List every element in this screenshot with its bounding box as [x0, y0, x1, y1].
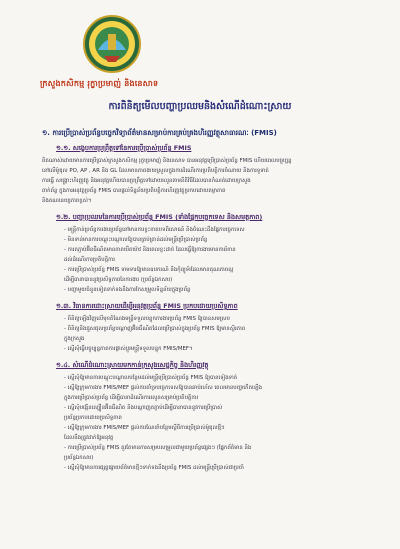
list-item: - ស្នើសុំបង្កើនល្បឿនអ៊ីនធឺណិត និងបណ្តាញតភ្ជាប់ដើម្បីធានាបាននូវការប្រើប្រាស់: [64, 405, 223, 411]
section-1-2: [42, 212, 372, 295]
list-item: ដល់ដំណើរការប្រតិបត្តិការ: [64, 257, 115, 263]
list-item: ដែលនឹងត្រូវដាក់ឱ្យអនុវត្ត: [64, 435, 114, 441]
list-item: ប្រព័ន្ធឯកសារ): [64, 455, 94, 461]
section-1-4: [42, 360, 372, 473]
paragraph-line: ពាក់ព័ន្ធ ក្នុងការអនុវត្តប្រព័ន្ធ FMIS បានផ្តល់ទិន្នន័យប្រតិបត្តិការហិរញ្ញវត្ថុប្រកបដោយតម្លាភាព: [42, 188, 226, 194]
list-item: - ស្នើឱ្យក្រុមការងារ FMIS/MEF ផ្តល់ការគាំទ្របច្ចេកទេសឱ្យបានឆាប់រហ័ស ពេលមានបញ្ហាកើតឡើង: [64, 385, 262, 391]
paragraph-line: ការធ្វើ សង្គ្រោះហិរញ្ញវត្ថុ និងអនុវត្តហើយបានប្រព្រឹត្តទៅដោយរលូនតាមនីតិវិធីដែលបានកំណត់ដោយក្រសួង: [42, 178, 251, 184]
paragraph-line: ពិតណាស់ដោយមានការប្រើប្រាស់ក្រសួងកសិកម្ម រុក្ខាប្រមាញ់ និងនេសាទ បានអនុវត្តប្រើប្រាស់ប្រព័ន្ធ FMIS ហើយពេលបច្ចុប្បន្ន: [42, 158, 292, 164]
list-item: - ពិនិត្យឡើងវិញលើមុខតំណែងមន្ត្រីទទួលបន្ទុកការងារប្រព័ន្ធ FMIS ឱ្យបានសមស្រប: [64, 316, 230, 322]
list-item: ក្នុងក្រសួង: [64, 336, 85, 342]
subsection-heading: ១.១. សង្ខេបការប្រព្រឹត្តទៅនៃការប្រើប្រាស់ប្រព័ន្ធ FMIS: [56, 144, 192, 152]
list-item: - បញ្ហាមួយចំនួនទៀតទាក់ទងនឹងការកែសម្រួលទិន្នន័យក្នុងប្រព័ន្ធ: [64, 287, 191, 293]
list-item: - ពិនិត្យនិងជួសជុលប្រព័ន្ធបណ្តាញអ៊ីនធឺណិតដែលប្រើប្រាស់ក្នុងប្រព័ន្ធ FMIS ឱ្យមានស្ថិរភាព: [64, 326, 246, 332]
bullet-list: [64, 225, 372, 295]
list-item: - ស្នើសុំឱ្យមានការបណ្តុះបណ្តាលបន្ថែមដល់មន្ត្រីប្រើប្រាស់ប្រព័ន្ធ FMIS ឱ្យបានទៀងទាត់: [64, 375, 238, 381]
document-body: [42, 128, 372, 479]
letterhead: [40, 12, 380, 90]
section-heading: ១. ការប្រើប្រាស់ប្រព័ន្ធបច្ចេកវិទ្យាព័ត៌មានសម្រាប់ការគ្រប់គ្រងហិរញ្ញវត្ថុសាធារណៈ (FMIS): [42, 129, 277, 137]
document-title: ការពិនិត្យមើលបញ្ហាប្រឈមនិងសំណើដំណោះស្រាយ: [108, 101, 292, 112]
paragraph-line: និងគណនេយ្យភាពខ្ពស់។: [42, 198, 92, 204]
section-1: [42, 128, 372, 206]
bullet-list: [64, 314, 372, 354]
paragraph-line: នៅលើម៉ូឌុល PO, AP , AR និង GL ដែលមានភាពងាយស្រួលក្នុងការដំណើរការប្រតិបត្តិការចំណាយ និងការទូទាត់: [42, 168, 269, 174]
ministry-name: ក្រសួងកសិកម្ម រុក្ខាប្រមាញ់ និងនេសាទ: [40, 79, 159, 88]
list-item: ក្នុងការប្រើប្រាស់ប្រព័ន្ធ ដើម្បីធានាដំណើរការរលូនសម្រាប់ប្រតិបត្តិការ: [64, 395, 199, 401]
subsection-heading: ១.៤. សំណើដំណោះស្រាយមកកាន់ក្រសួងសេដ្ឋកិច្ច និងហិរញ្ញវត្ថុ: [56, 361, 209, 369]
list-item: - ការប្រើប្រាស់ប្រព័ន្ធ FMIS គួរតែមានការសម្របសម្រួលជាមួយប្រព័ន្ធផ្សេងៗ (ផ្នែកព័ត៌មាន និង: [64, 445, 252, 451]
list-item: - មិនទាន់មានការបណ្តុះបណ្តាលឱ្យបានគ្រប់គ្រាន់ដល់មន្ត្រីប្រើប្រាស់ប្រព័ន្ធ: [64, 237, 208, 243]
list-item: - មន្ត្រីកាន់ប្រព័ន្ធការងារប្រព័ន្ធនៅមានការខ្វះខាតបទពិសោធន៍ និងចំណេះដឹងផ្នែកបច្ចេកទេស: [64, 227, 245, 233]
list-item: - ការតភ្ជាប់អ៊ីនធឺណិតមានភាពយឺតយ៉ាវ និងពេលខ្លះដាច់ ដែលធ្វើឱ្យការងារមានការរំខាន: [64, 247, 236, 253]
ministry-emblem-icon: [82, 14, 142, 74]
list-item: - ការប្រើប្រាស់ប្រព័ន្ធ FMIS ទាមទារឱ្យមានឧបករណ៍ និងកុំព្យូទ័រដែលមានគុណភាពល្អ: [64, 267, 234, 273]
list-item: ដើម្បីធានាបាននូវប្រសិទ្ធភាពនៃការងារ (ប្រព័ន្ធឯកសារ): [64, 277, 173, 283]
list-item: - ស្នើសុំឱ្យមានការផ្សព្វផ្សាយព័ត៌មានថ្មីៗទាក់ទងនឹងប្រព័ន្ធ FMIS ដល់មន្ត្រីប្រើប្រាស់ជាប្រចាំ: [64, 465, 244, 471]
list-item: - ស្នើឱ្យក្រុមការងារ FMIS/MEF ផ្តល់ការណែនាំបន្ថែមស្តីពីការប្រើប្រាស់ម៉ូឌុលថ្មីៗ: [64, 425, 225, 431]
subsection-heading: ១.៣. វិធានការដោះស្រាយដើម្បីអនុវត្តប្រព័ន្ធ FMIS ប្រកបដោយប្រសិទ្ធភាព: [56, 302, 238, 310]
list-item: - ស្នើសុំធ្វើបច្ចុប្បន្នភាពការផ្លាស់ប្តូរមន្ត្រីទទួលបន្ទុក FMIS/MEF។: [64, 346, 193, 352]
section-1-3: [42, 301, 372, 354]
bullet-list: [64, 373, 372, 473]
subsection-heading: ១.២. បញ្ហាប្រឈមនៃការប្រើប្រាស់ប្រព័ន្ធ FMIS (ទាំងផ្នែកបច្ចេកទេស និងសមត្ថភាព): [56, 213, 263, 221]
list-item: ប្រព័ន្ធប្រកបដោយប្រសិទ្ធភាព: [64, 415, 122, 421]
